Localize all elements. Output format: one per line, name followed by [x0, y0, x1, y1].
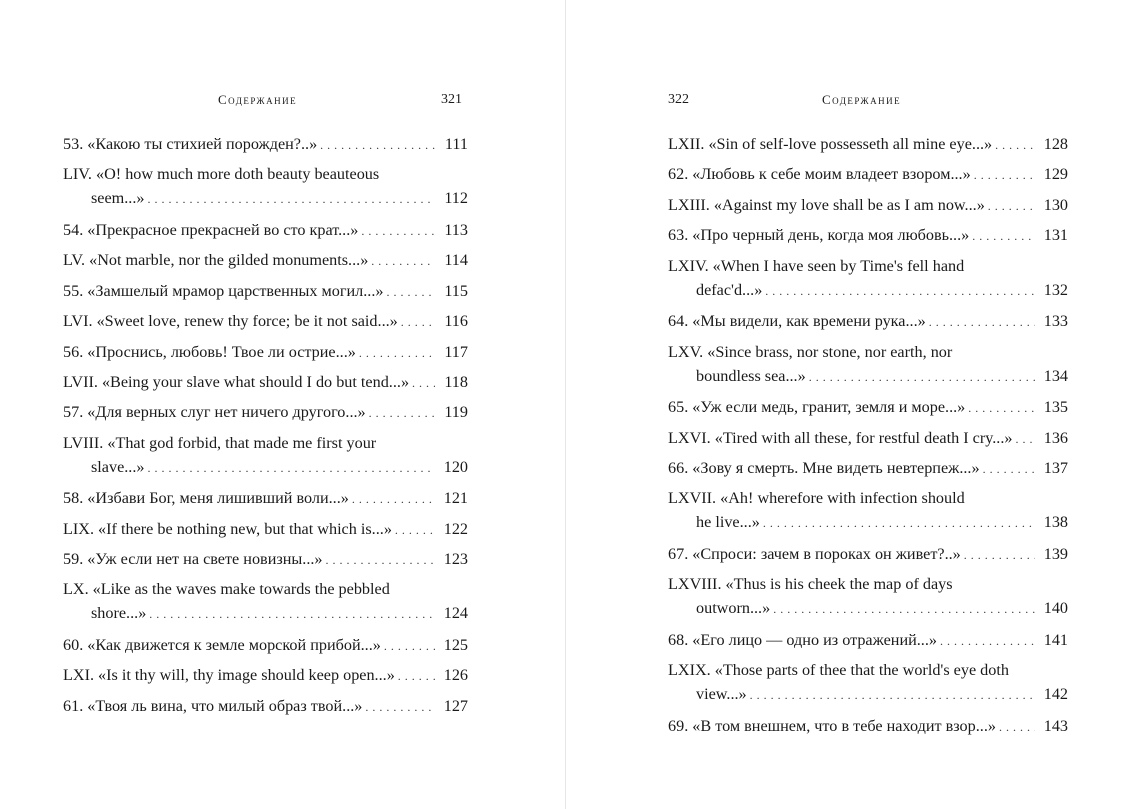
dot-leader — [1016, 426, 1036, 451]
dot-leader — [968, 395, 1035, 420]
toc-entry-line — [668, 572, 1068, 596]
toc-entry-title: LXVII. «Ah! wherefore with infection should — [668, 489, 965, 508]
toc-entry — [668, 658, 1068, 707]
dot-leader — [148, 455, 436, 480]
toc-entry-title: LVII. «Being your slave what should I do but tend...» — [63, 372, 410, 391]
toc-entry-line — [63, 132, 468, 157]
dot-leader — [320, 132, 435, 157]
toc-entry-line — [63, 517, 468, 542]
toc-entry-title: LXV. «Since brass, nor stone, nor earth, nor — [668, 342, 953, 361]
toc-entry-page: 112 — [444, 189, 468, 208]
toc-entry-line — [668, 132, 1068, 157]
toc-entry-title: seem...» — [91, 189, 145, 208]
toc-entry-page: 117 — [444, 342, 468, 361]
toc-entry-page: 132 — [1043, 280, 1068, 299]
dot-leader — [369, 400, 435, 425]
toc-entry-line — [668, 340, 1068, 364]
toc-entry-page: 116 — [444, 312, 468, 331]
toc-entry — [63, 633, 468, 658]
toc-entry-line — [668, 426, 1068, 451]
toc-entry-title: LXIV. «When I have seen by Time's fell hand — [668, 256, 965, 275]
dot-leader — [361, 218, 435, 243]
toc-entry-line — [668, 628, 1068, 653]
dot-leader — [809, 364, 1035, 389]
toc-entry-page: 111 — [444, 135, 468, 153]
toc-entry-line — [668, 162, 1068, 187]
toc-entry-line — [63, 431, 468, 455]
dot-leader — [988, 193, 1035, 218]
toc-entry — [63, 431, 468, 480]
toc-entry-title: 68. «Его лицо — одно из отражений...» — [668, 630, 937, 649]
dot-leader — [365, 694, 435, 719]
header-title: Содержание — [218, 92, 298, 107]
running-header — [668, 92, 1068, 112]
dot-leader — [384, 633, 435, 658]
toc-entry-page: 141 — [1043, 630, 1068, 649]
table-of-contents — [63, 132, 468, 724]
toc-entry-page: 123 — [443, 550, 468, 569]
toc-entry — [668, 542, 1068, 567]
toc-entry-line — [668, 254, 1068, 278]
toc-entry-line — [668, 542, 1068, 567]
toc-entry-line — [63, 340, 468, 365]
toc-entry-line — [668, 395, 1068, 420]
dot-leader — [773, 596, 1035, 621]
toc-entry-title: 53. «Какою ты стихией порожден?..» — [63, 135, 318, 153]
toc-entry-line — [668, 456, 1068, 481]
toc-entry — [668, 254, 1068, 303]
toc-entry — [63, 248, 468, 273]
toc-entry-title: boundless sea...» — [696, 366, 806, 385]
toc-entry-line — [63, 370, 468, 395]
toc-entry — [63, 218, 468, 243]
dot-leader — [352, 486, 435, 511]
dot-leader — [359, 340, 435, 365]
toc-entry — [63, 577, 468, 626]
toc-entry-line — [668, 714, 1068, 739]
toc-entry-title: 63. «Про черный день, когда моя любовь...» — [668, 226, 970, 245]
dot-leader — [412, 370, 435, 395]
toc-entry-line — [668, 193, 1068, 218]
dot-leader — [326, 547, 435, 572]
toc-entry-line — [668, 682, 1068, 707]
toc-entry-page: 124 — [443, 604, 468, 623]
page-number: 322 — [668, 92, 689, 107]
toc-entry — [668, 132, 1068, 157]
toc-entry — [63, 340, 468, 365]
toc-entry — [668, 714, 1068, 739]
toc-entry-line — [668, 364, 1068, 389]
toc-entry — [668, 572, 1068, 621]
toc-entry — [63, 547, 468, 572]
toc-entry-page: 137 — [1043, 458, 1068, 477]
dot-leader — [929, 309, 1035, 334]
toc-entry-page: 136 — [1043, 428, 1068, 447]
toc-entry-line — [63, 486, 468, 511]
toc-entry-title: outworn...» — [696, 599, 771, 618]
toc-entry-page: 127 — [443, 696, 468, 715]
toc-entry — [63, 279, 468, 304]
toc-entry-page: 120 — [443, 457, 468, 476]
toc-entry-title: LV. «Not marble, nor the gilded monuments...» — [63, 251, 369, 270]
toc-entry-page: 138 — [1043, 513, 1068, 532]
toc-entry-page: 114 — [444, 251, 468, 270]
dot-leader — [386, 279, 435, 304]
toc-entry-page: 125 — [443, 636, 468, 655]
table-of-contents — [668, 132, 1068, 744]
toc-entry-title: shore...» — [91, 604, 147, 623]
toc-entry-title: LIX. «If there be nothing new, but that which is...» — [63, 519, 392, 538]
dot-leader — [398, 663, 435, 688]
page-number: 321 — [441, 92, 462, 107]
toc-entry-line — [63, 279, 468, 304]
toc-entry-page: 115 — [444, 281, 468, 300]
running-header — [63, 92, 468, 112]
toc-entry — [63, 309, 468, 334]
toc-entry-line — [63, 577, 468, 601]
toc-entry — [668, 162, 1068, 187]
toc-entry-title: LX. «Like as the waves make towards the pebbled — [63, 580, 390, 599]
toc-entry — [63, 132, 468, 157]
toc-entry-title: LVI. «Sweet love, renew thy force; be it not said...» — [63, 312, 398, 331]
toc-entry — [668, 223, 1068, 248]
toc-entry-line — [63, 162, 468, 186]
toc-entry-line — [63, 455, 468, 480]
toc-entry-page: 130 — [1043, 195, 1068, 214]
toc-entry-line — [668, 486, 1068, 510]
toc-entry-line — [668, 278, 1068, 303]
toc-entry-page: 126 — [443, 666, 468, 685]
toc-entry-line — [63, 547, 468, 572]
toc-entry-title: 60. «Как движется к земле морской прибой...» — [63, 636, 381, 655]
toc-entry-page: 128 — [1043, 135, 1068, 153]
toc-entry-line — [668, 223, 1068, 248]
toc-entry — [668, 309, 1068, 334]
toc-entry — [668, 395, 1068, 420]
toc-entry-line — [668, 596, 1068, 621]
toc-entry-title: 62. «Любовь к себе моим владеет взором...» — [668, 165, 971, 184]
toc-entry-title: 59. «Уж если нет на свете новизны...» — [63, 550, 323, 569]
toc-entry-title: LXII. «Sin of self-love possesseth all mine eye...» — [668, 135, 993, 153]
toc-entry — [668, 193, 1068, 218]
dot-leader — [995, 132, 1035, 157]
toc-entry-line — [63, 633, 468, 658]
toc-entry — [63, 162, 468, 211]
toc-entry-title: 61. «Твоя ль вина, что милый образ твой...» — [63, 696, 363, 715]
toc-entry-title: LXIX. «Those parts of thee that the world's eye doth — [668, 661, 1009, 680]
dot-leader — [765, 278, 1035, 303]
dot-leader — [964, 542, 1035, 567]
dot-leader — [999, 714, 1035, 739]
toc-entry-title: he live...» — [696, 513, 760, 532]
toc-entry — [63, 370, 468, 395]
toc-entry-line — [63, 663, 468, 688]
toc-entry-page: 118 — [444, 372, 468, 391]
dot-leader — [395, 517, 435, 542]
toc-entry — [63, 694, 468, 719]
toc-entry — [63, 663, 468, 688]
toc-entry-line — [63, 186, 468, 211]
header-title: Содержание — [822, 92, 902, 107]
dot-leader — [983, 456, 1035, 481]
toc-entry-line — [668, 510, 1068, 535]
toc-entry-page: 133 — [1043, 312, 1068, 331]
toc-entry-line — [63, 218, 468, 243]
toc-entry — [668, 456, 1068, 481]
toc-entry-line — [63, 694, 468, 719]
toc-entry-title: 56. «Проснись, любовь! Твое ли острие...» — [63, 342, 356, 361]
toc-entry-title: 57. «Для верных слуг нет ничего другого...» — [63, 403, 366, 422]
toc-entry-title: LXVIII. «Thus is his cheek the map of days — [668, 575, 953, 594]
toc-entry-title: 54. «Прекрасное прекрасней во сто крат...» — [63, 220, 359, 239]
toc-entry — [63, 400, 468, 425]
toc-entry — [668, 628, 1068, 653]
toc-entry-line — [63, 309, 468, 334]
toc-entry-page: 143 — [1043, 716, 1068, 735]
toc-entry-line — [63, 601, 468, 626]
toc-entry-page: 121 — [443, 489, 468, 508]
toc-entry-title: 65. «Уж если медь, гранит, земля и море...» — [668, 398, 966, 417]
toc-entry-page: 113 — [444, 220, 468, 239]
toc-entry-page: 134 — [1043, 366, 1068, 385]
toc-entry — [668, 426, 1068, 451]
toc-entry-title: 58. «Избави Бог, меня лишивший воли...» — [63, 489, 349, 508]
toc-entry-title: view...» — [696, 685, 747, 704]
toc-entry-page: 131 — [1043, 226, 1068, 245]
toc-entry-line — [668, 658, 1068, 682]
dot-leader — [750, 682, 1035, 707]
toc-entry-page: 140 — [1043, 599, 1068, 618]
dot-leader — [148, 186, 436, 211]
toc-entry-page: 142 — [1043, 685, 1068, 704]
toc-entry — [668, 340, 1068, 389]
toc-entry-page: 139 — [1043, 544, 1068, 563]
dot-leader — [149, 601, 435, 626]
dot-leader — [972, 223, 1035, 248]
toc-entry-title: LVIII. «That god forbid, that made me first your — [63, 433, 377, 452]
toc-entry-title: 64. «Мы видели, как времени рука...» — [668, 312, 926, 331]
toc-entry-title: LXVI. «Tired with all these, for restful death I cry...» — [668, 428, 1013, 447]
dot-leader — [371, 248, 435, 273]
toc-entry-title: defac'd...» — [696, 280, 763, 299]
toc-entry-title: slave...» — [91, 457, 145, 476]
toc-entry-page: 122 — [443, 519, 468, 538]
toc-entry-title: 66. «Зову я смерть. Мне видеть невтерпеж...» — [668, 458, 980, 477]
toc-entry-title: 55. «Замшелый мрамор царственных могил...» — [63, 281, 384, 300]
toc-entry-page: 129 — [1043, 165, 1068, 184]
toc-entry-page: 135 — [1043, 398, 1068, 417]
dot-leader — [401, 309, 435, 334]
toc-entry-line — [63, 400, 468, 425]
toc-entry-title: LXI. «Is it thy will, thy image should keep open...» — [63, 666, 395, 685]
toc-entry — [668, 486, 1068, 535]
toc-entry — [63, 486, 468, 511]
toc-entry — [63, 517, 468, 542]
toc-entry-title: LIV. «O! how much more doth beauty beauteous — [63, 165, 380, 184]
toc-entry-line — [668, 309, 1068, 334]
toc-entry-page: 119 — [444, 403, 468, 422]
dot-leader — [763, 510, 1035, 535]
toc-entry-title: 69. «В том внешнем, что в тебе находит взор...» — [668, 716, 996, 735]
toc-entry-line — [63, 248, 468, 273]
dot-leader — [974, 162, 1035, 187]
toc-entry-title: 67. «Спроси: зачем в пороках он живет?..» — [668, 544, 961, 563]
dot-leader — [940, 628, 1035, 653]
toc-entry-title: LXIII. «Against my love shall be as I am now...» — [668, 195, 985, 214]
page-gutter — [565, 0, 566, 809]
